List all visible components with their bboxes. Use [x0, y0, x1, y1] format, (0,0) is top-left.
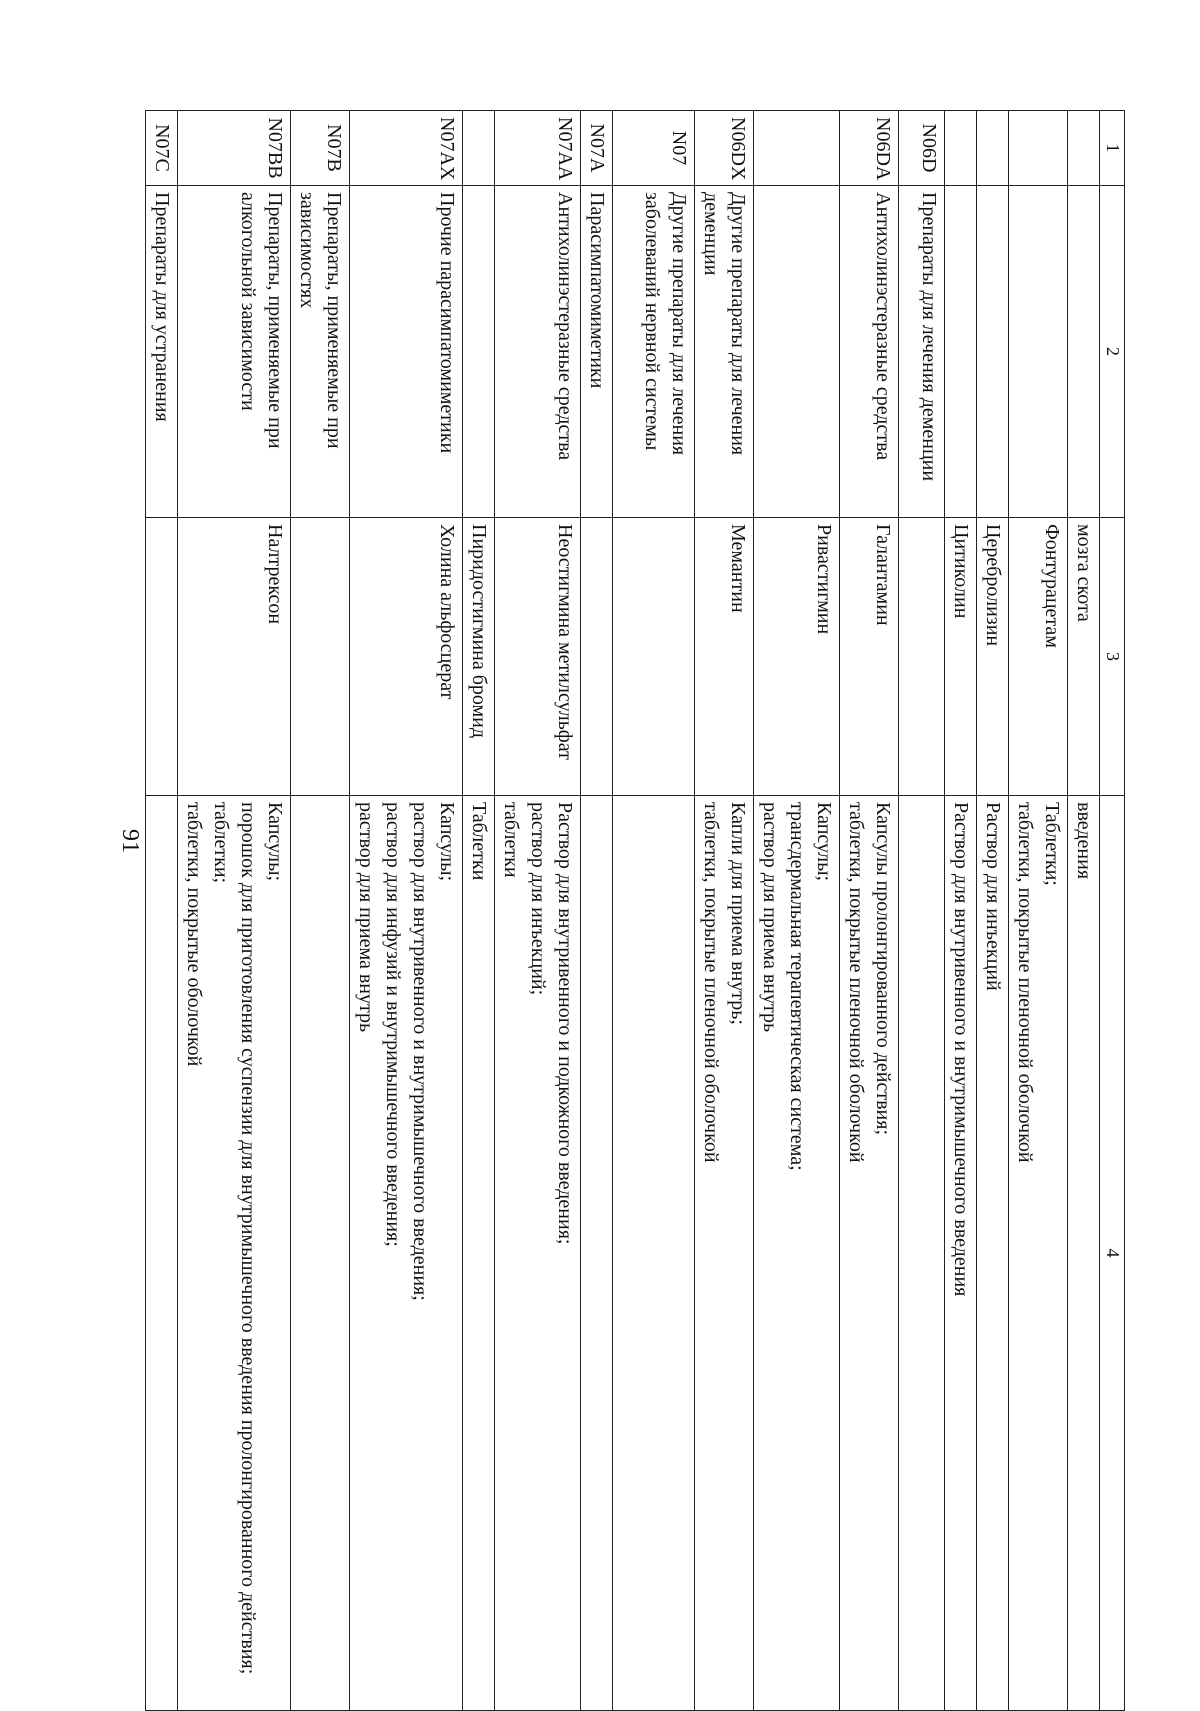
header-col-4: 4 — [1100, 796, 1125, 1711]
drug-table-rotated — [151, 110, 1125, 1710]
row-code — [945, 111, 977, 186]
row-drug-name — [899, 518, 945, 796]
row-group — [754, 186, 840, 518]
row-dosage-form — [291, 796, 350, 1711]
row-dosage-form: Капсулы; раствор для внутривенного и внутримышечного введения; раствор для инфузий и внутримышечного введения; раствор для приема внутрь — [350, 796, 463, 1711]
row-code — [977, 111, 1009, 186]
header-col-2: 2 — [1100, 186, 1125, 518]
row-code: N07C — [146, 111, 178, 186]
row-dosage-form: Раствор для внутривенного и внутримышечного введения — [945, 796, 977, 1711]
row-drug-name: мозга скота — [1068, 518, 1100, 796]
row-dosage-form: Таблетки — [463, 796, 495, 1711]
row-dosage-form: введения — [1068, 796, 1100, 1711]
table-row — [495, 111, 581, 1711]
row-drug-name: Налтрексон — [178, 518, 291, 796]
table-row — [581, 111, 613, 1711]
row-drug-name: Неостигмина метилсульфат — [495, 518, 581, 796]
row-group — [945, 186, 977, 518]
row-dosage-form — [899, 796, 945, 1711]
row-drug-name — [291, 518, 350, 796]
page-number: 91 — [117, 829, 143, 853]
row-group: Препараты, применяемые при зависимостях — [291, 186, 350, 518]
row-group: Парасимпатомиметики — [581, 186, 613, 518]
table-row — [178, 111, 291, 1711]
row-drug-name: Цитиколин — [945, 518, 977, 796]
row-drug-name: Мемантин — [695, 518, 754, 796]
row-dosage-form: Капсулы; трансдермальная терапевтическая система; раствор для приема внутрь — [754, 796, 840, 1711]
row-group — [463, 186, 495, 518]
table-row — [840, 111, 899, 1711]
table-row — [613, 111, 695, 1711]
table-row — [291, 111, 350, 1711]
row-dosage-form: Капли для приема внутрь; таблетки, покрытые пленочной оболочкой — [695, 796, 754, 1711]
header-col-3: 3 — [1100, 518, 1125, 796]
row-group — [1009, 186, 1068, 518]
row-code: N07BB — [178, 111, 291, 186]
row-group: Прочие парасимпатомиметики — [350, 186, 463, 518]
row-drug-name — [613, 518, 695, 796]
row-group — [1068, 186, 1100, 518]
table-row — [350, 111, 463, 1711]
row-dosage-form: Капсулы пролонгированного действия; таблетки, покрытые пленочной оболочкой — [840, 796, 899, 1711]
table-row — [945, 111, 977, 1711]
row-code: N06DA — [840, 111, 899, 186]
header-row — [1100, 111, 1125, 1711]
row-dosage-form: Раствор для внутривенного и подкожного введения; раствор для инъекций; таблетки — [495, 796, 581, 1711]
table-row — [463, 111, 495, 1711]
row-code — [1009, 111, 1068, 186]
row-code — [463, 111, 495, 186]
row-group: Препараты для лечения деменции — [899, 186, 945, 518]
row-drug-name: Ривастигмин — [754, 518, 840, 796]
row-code: N06DX — [695, 111, 754, 186]
table-row — [695, 111, 754, 1711]
row-drug-name — [146, 518, 178, 796]
row-drug-name: Холина альфосцерат — [350, 518, 463, 796]
row-dosage-form: Капсулы; порошок для приготовления суспензии для внутримышечного введения пролонгированного действия; таблетки; таблетки, покрытые оболочкой — [178, 796, 291, 1711]
row-drug-name: Галантамин — [840, 518, 899, 796]
row-code: N06D — [899, 111, 945, 186]
row-group: Другие препараты для лечения деменции — [695, 186, 754, 518]
row-dosage-form — [613, 796, 695, 1711]
row-group: Антихолинэстеразные средства — [840, 186, 899, 518]
row-dosage-form: Раствор для инъекций — [977, 796, 1009, 1711]
row-drug-name: Фонтурацетам — [1009, 518, 1068, 796]
row-code: N07 — [613, 111, 695, 186]
row-code: N07AA — [495, 111, 581, 186]
row-dosage-form: Таблетки; таблетки, покрытые пленочной оболочкой — [1009, 796, 1068, 1711]
row-drug-name: Церебролизин — [977, 518, 1009, 796]
row-drug-name: Пиридостигмина бромид — [463, 518, 495, 796]
row-drug-name — [581, 518, 613, 796]
row-group: Препараты для устранения — [146, 186, 178, 518]
row-code: N07B — [291, 111, 350, 186]
row-dosage-form — [146, 796, 178, 1711]
row-group — [977, 186, 1009, 518]
row-code — [1068, 111, 1100, 186]
row-dosage-form — [581, 796, 613, 1711]
table-row — [146, 111, 178, 1711]
table-row — [1068, 111, 1100, 1711]
row-group: Другие препараты для лечения заболеваний нервной системы — [613, 186, 695, 518]
row-code: N07AX — [350, 111, 463, 186]
row-group: Антихолинэстеразные средства — [495, 186, 581, 518]
table-row — [899, 111, 945, 1711]
table-row — [1009, 111, 1068, 1711]
row-code — [754, 111, 840, 186]
header-col-1: 1 — [1100, 111, 1125, 186]
table-row — [977, 111, 1009, 1711]
table-row — [754, 111, 840, 1711]
row-code: N07A — [581, 111, 613, 186]
drug-table — [145, 110, 1125, 1711]
row-group: Препараты, применяемые при алкогольной зависимости — [178, 186, 291, 518]
